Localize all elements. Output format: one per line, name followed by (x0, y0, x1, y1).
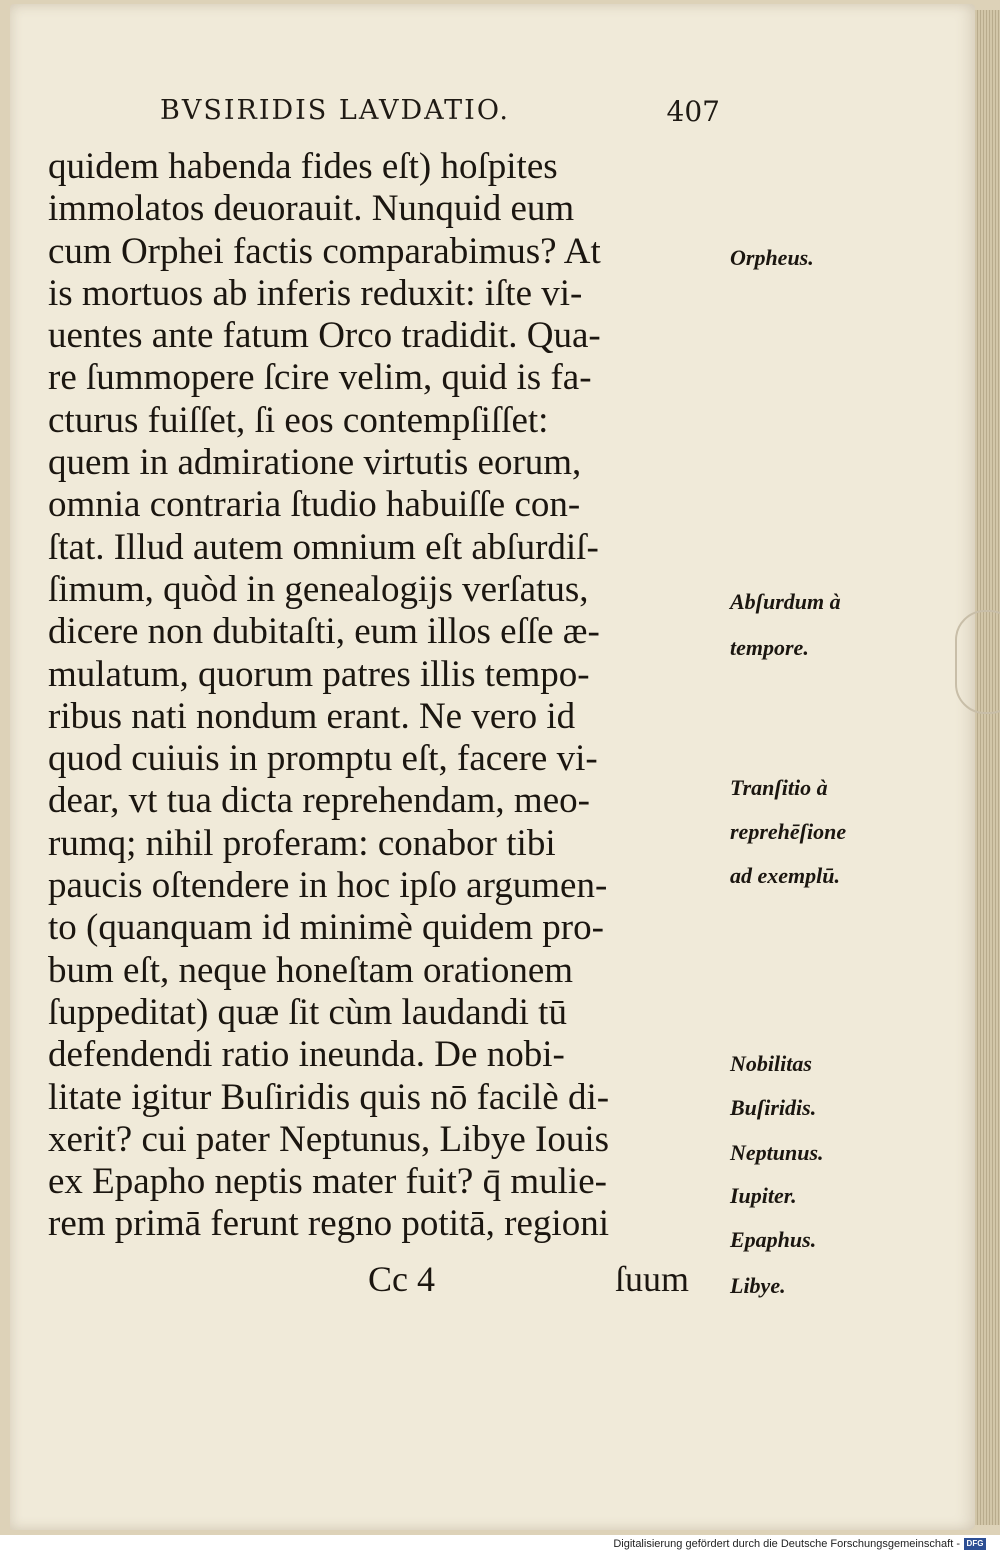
text-line: immolatos deuorauit. Nunquid eum (48, 188, 575, 230)
text-line: ribus nati nondum erant. Ne vero id (48, 695, 576, 737)
text-line: xerit? cui pater Neptunus, Libye Iouis (48, 1118, 609, 1160)
signature-mark: Cc 4 (368, 1259, 435, 1299)
text-line: quidem habenda fides eſt) hoſpites (48, 146, 558, 187)
marginal-note: Tranſitio à (730, 775, 828, 800)
text-line: quem in admiratione virtutis eorum, (48, 442, 582, 484)
running-title: BVSIRIDIS LAVDATIO. (160, 95, 510, 126)
text-line: dear, vt tua dicta reprehendam, meo- (48, 780, 590, 822)
marginal-note: Libye. (730, 1273, 786, 1298)
text-line: re ſummopere ſcire velim, quid is fa- (48, 357, 592, 399)
marginal-note: Orpheus. (730, 245, 814, 270)
marginal-note: reprehēſione (730, 819, 847, 844)
marginal-note: tempore. (730, 635, 809, 660)
text-line: bum eſt, neque honeſtam orationem (48, 949, 574, 991)
dfg-logo: DFG (964, 1538, 986, 1550)
text-line: omnia contraria ſtudio habuiſſe con- (48, 484, 581, 526)
text-line: rem primā ferunt regno potitā, regioni (48, 1203, 609, 1245)
text-line: ſimum, quòd in genealogijs verſatus, (48, 568, 589, 610)
marginal-note: Epaphus. (730, 1227, 817, 1252)
marginal-note: Iupiter. (730, 1183, 797, 1208)
text-line: cturus fuiſſet, ſi eos contempſiſſet: (48, 399, 549, 441)
text-line: mulatum, quorum patres illis tempo- (48, 653, 590, 695)
text-line: cum Orphei factis comparabimus? At (48, 230, 601, 272)
marginal-note: Abſurdum à (730, 589, 841, 614)
text-line: defendendi ratio ineunda. De nobi- (48, 1034, 565, 1076)
text-line: paucis oſtendere in hoc ipſo argumen- (48, 865, 608, 907)
text-line: uentes ante fatum Orco tradidit. Qua- (48, 315, 601, 357)
marginal-note: Neptunus. (730, 1140, 824, 1165)
text-line: to (quanquam id minimè quidem pro- (48, 907, 604, 949)
thumb-index-notch (955, 610, 1000, 714)
page-number: 407 (666, 95, 720, 128)
text-line: ſuppeditat) quæ ſit cùm laudandi tū (48, 991, 567, 1033)
text-line: ſtat. Illud autem omnium eſt abſurdiſ- (48, 526, 599, 568)
text-line: rumq; nihil proferam: conabor tibi (48, 822, 556, 864)
text-line: is mortuos ab inferis reduxit: iſte vi- (48, 272, 583, 314)
text-line: litate igitur Buſiridis quis nō facilè di- (48, 1076, 610, 1118)
text-line: dicere non dubitaſti, eum illos eſſe æ- (48, 611, 600, 653)
text-line: quod cuiuis in promptu eſt, facere vi- (48, 738, 598, 780)
marginal-note: Buſiridis. (730, 1095, 817, 1120)
text-line: ex Epapho neptis mater fuit? q̄ mulie- (48, 1161, 607, 1203)
running-head (160, 95, 720, 139)
marginal-note: Nobilitas (730, 1051, 812, 1076)
page-edges (975, 10, 1000, 1525)
body-text (48, 146, 738, 1246)
digitization-credit: Digitalisierung gefördert durch die Deutsche Forschungsgemeinschaft - (613, 1538, 960, 1550)
catchword: ſuum (615, 1259, 690, 1299)
marginal-note: ad exemplū. (730, 863, 840, 888)
